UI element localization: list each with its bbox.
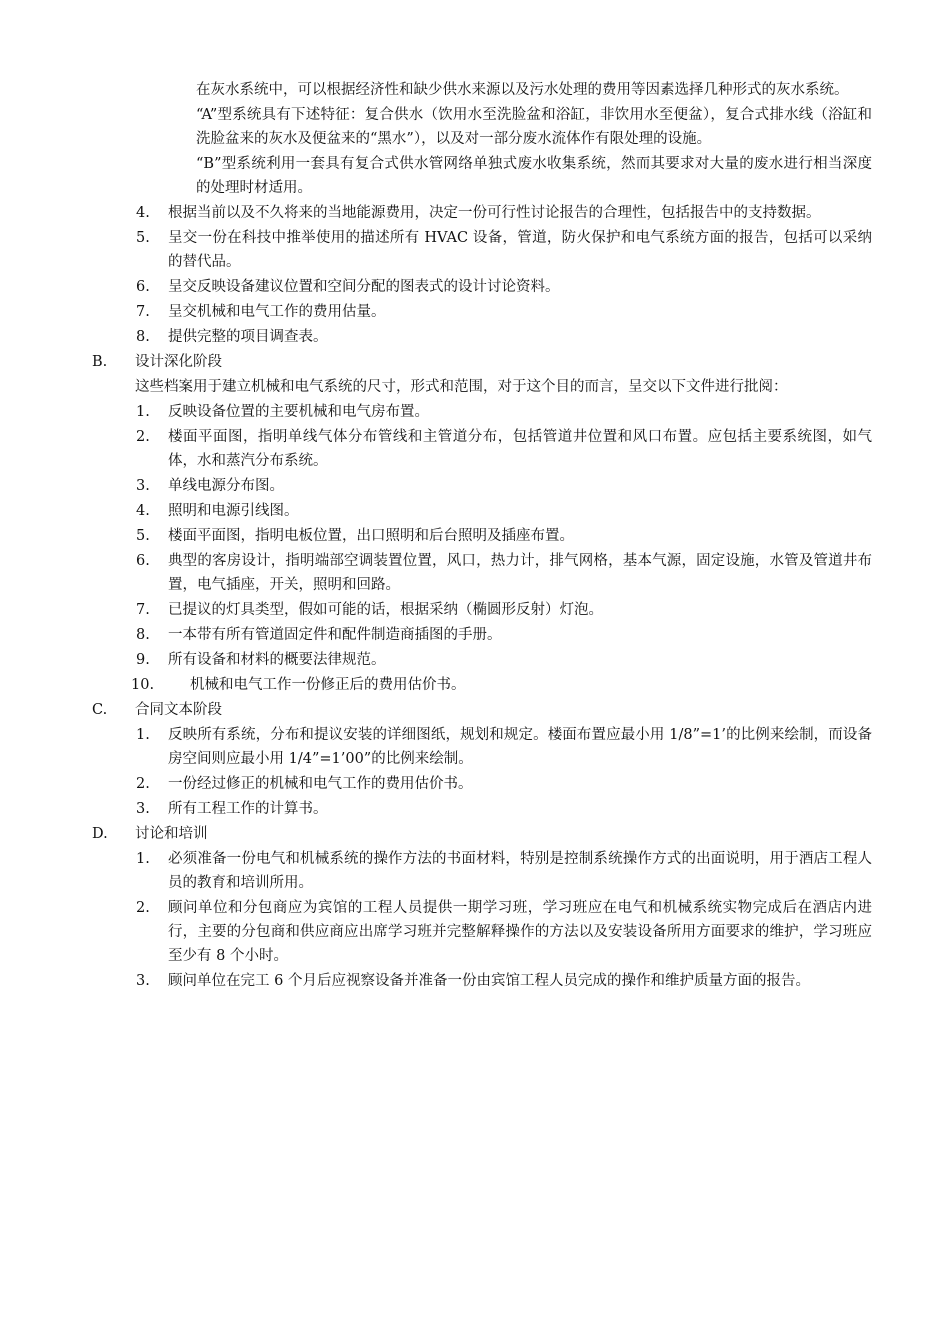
section-title: 设计深化阶段 [135,354,222,370]
list-item-text: 照明和电源引线图。 [168,503,299,519]
list-item-number: 9. [136,652,150,668]
list-item-number: 1. [136,404,150,420]
list-item [0,598,950,622]
list-item [0,474,950,498]
list-item-text: 典型的客房设计，指明端部空调装置位置，风口，热力计，排气网格，基本气源，固定设施，水管及管道井布置，电气插座，开关，照明和回路。 [168,553,872,593]
list-item [0,648,950,672]
list-item-number: 5. [136,230,150,246]
section-letter: B. [92,354,108,370]
list-item-text: 一份经过修正的机械和电气工作的费用估价书。 [168,776,473,792]
list-item-text: 根据当前以及不久将来的当地能源费用，决定一份可行性讨论报告的合理性，包括报告中的支持数据。 [168,205,821,221]
list-item-text: 提供完整的项目调查表。 [168,329,328,345]
section-heading-b [0,350,950,374]
list-item [0,896,950,968]
section-heading-d [0,822,950,846]
list-item [0,300,950,324]
list-item [0,772,950,796]
section-letter: C. [92,702,108,718]
section-title: 合同文本阶段 [135,702,222,718]
list-item-number: 2. [136,900,150,916]
list-item-text: 楼面平面图，指明单线气体分布管线和主管道分布，包括管道井位置和风口布置。应包括主要系统图，如气体，水和蒸汽分布系统。 [168,429,872,469]
list-item [0,797,950,821]
list-item-text: 反映所有系统，分布和提议安装的详细图纸，规划和规定。楼面布置应最小用 1/8”=1’的比例来绘制，而设备房空间则应最小用 1/4”=1’00”的比例来绘制。 [168,727,872,767]
section-heading-c [0,698,950,722]
list-item [0,325,950,349]
list-item-text: 呈交机械和电气工作的费用估量。 [168,304,386,320]
list-item [0,623,950,647]
type-b-system-paragraph: “B”型系统利用一套具有复合式供水管网络单独式废水收集系统，然而其要求对大量的废水进行相当深度的处理时材适用。 [196,156,872,196]
list-item-number: 2. [136,429,150,445]
list-item-text: 反映设备位置的主要机械和电气房布置。 [168,404,429,420]
section-letter: D. [92,826,108,842]
list-item-text: 所有设备和材料的概要法律规范。 [168,652,386,668]
list-item-text: 单线电源分布图。 [168,478,284,494]
list-item [0,226,950,274]
section-b-intro: 这些档案用于建立机械和电气系统的尺寸，形式和范围，对于这个目的而言，呈交以下文件进行批阅： [135,379,788,395]
list-item-text: 一本带有所有管道固定件和配件制造商插图的手册。 [168,627,502,643]
section-title: 讨论和培训 [135,826,208,842]
greywater-intro-paragraph: 在灰水系统中，可以根据经济性和缺少供水来源以及污水处理的费用等因素选择几种形式的灰水系统。 [196,82,849,98]
list-item-text: 已提议的灯具类型，假如可能的话，根据采纳（椭圆形反射）灯泡。 [168,602,603,618]
type-a-system-paragraph: “A”型系统具有下述特征：复合供水（饮用水至洗脸盆和浴缸，非饮用水至便盆），复合式排水线（浴缸和洗脸盆来的灰水及便盆来的“黑水”），以及对一部分废水流体作有限处理的设施。 [196,107,872,147]
list-item-text: 顾问单位和分包商应为宾馆的工程人员提供一期学习班，学习班应在电气和机械系统实物完成后在酒店内进行，主要的分包商和供应商应出席学习班并完整解释操作的方法以及安装设备所用方面要求的维护，学习班应至少有 8 个小时。 [168,900,872,964]
list-item-text: 顾问单位在完工 6 个月后应视察设备并准备一份由宾馆工程人员完成的操作和维护质量方面的报告。 [168,973,810,989]
list-item [0,969,950,993]
list-item [0,847,950,895]
list-item-text: 所有工程工作的计算书。 [168,801,328,817]
list-item-number: 4. [136,205,150,221]
list-item [0,499,950,523]
list-item-number: 3. [136,973,150,989]
list-item [0,549,950,597]
list-item-text: 呈交反映设备建议位置和空间分配的图表式的设计讨论资料。 [168,279,560,295]
list-item-number: 1. [136,727,150,743]
list-item [0,723,950,771]
list-item-number: 3. [136,478,150,494]
list-item-number: 10. [131,677,155,693]
list-item-number: 5. [136,528,150,544]
list-item-number: 6. [136,553,150,569]
list-item [0,425,950,473]
list-item-text: 楼面平面图，指明电板位置，出口照明和后台照明及插座布置。 [168,528,574,544]
list-item-number: 4. [136,503,150,519]
list-item-number: 7. [136,602,150,618]
list-item-number: 3. [136,801,150,817]
list-item-number: 6. [136,279,150,295]
list-item [0,275,950,299]
list-item-text: 机械和电气工作一份修正后的费用估价书。 [190,677,466,693]
list-item [0,524,950,548]
list-item-number: 7. [136,304,150,320]
list-item-number: 2. [136,776,150,792]
list-item-number: 8. [136,627,150,643]
list-item-number: 8. [136,329,150,345]
list-item-text: 必须准备一份电气和机械系统的操作方法的书面材料，特别是控制系统操作方式的出面说明，用于酒店工程人员的教育和培训所用。 [168,851,872,891]
list-item-text: 呈交一份在科技中推举使用的描述所有 HVAC 设备，管道，防火保护和电气系统方面的报告，包括可以采纳的替代品。 [168,230,872,270]
list-item [0,201,950,225]
list-item-number: 1. [136,851,150,867]
document-page [0,78,950,994]
list-item [0,673,950,697]
list-item [0,400,950,424]
